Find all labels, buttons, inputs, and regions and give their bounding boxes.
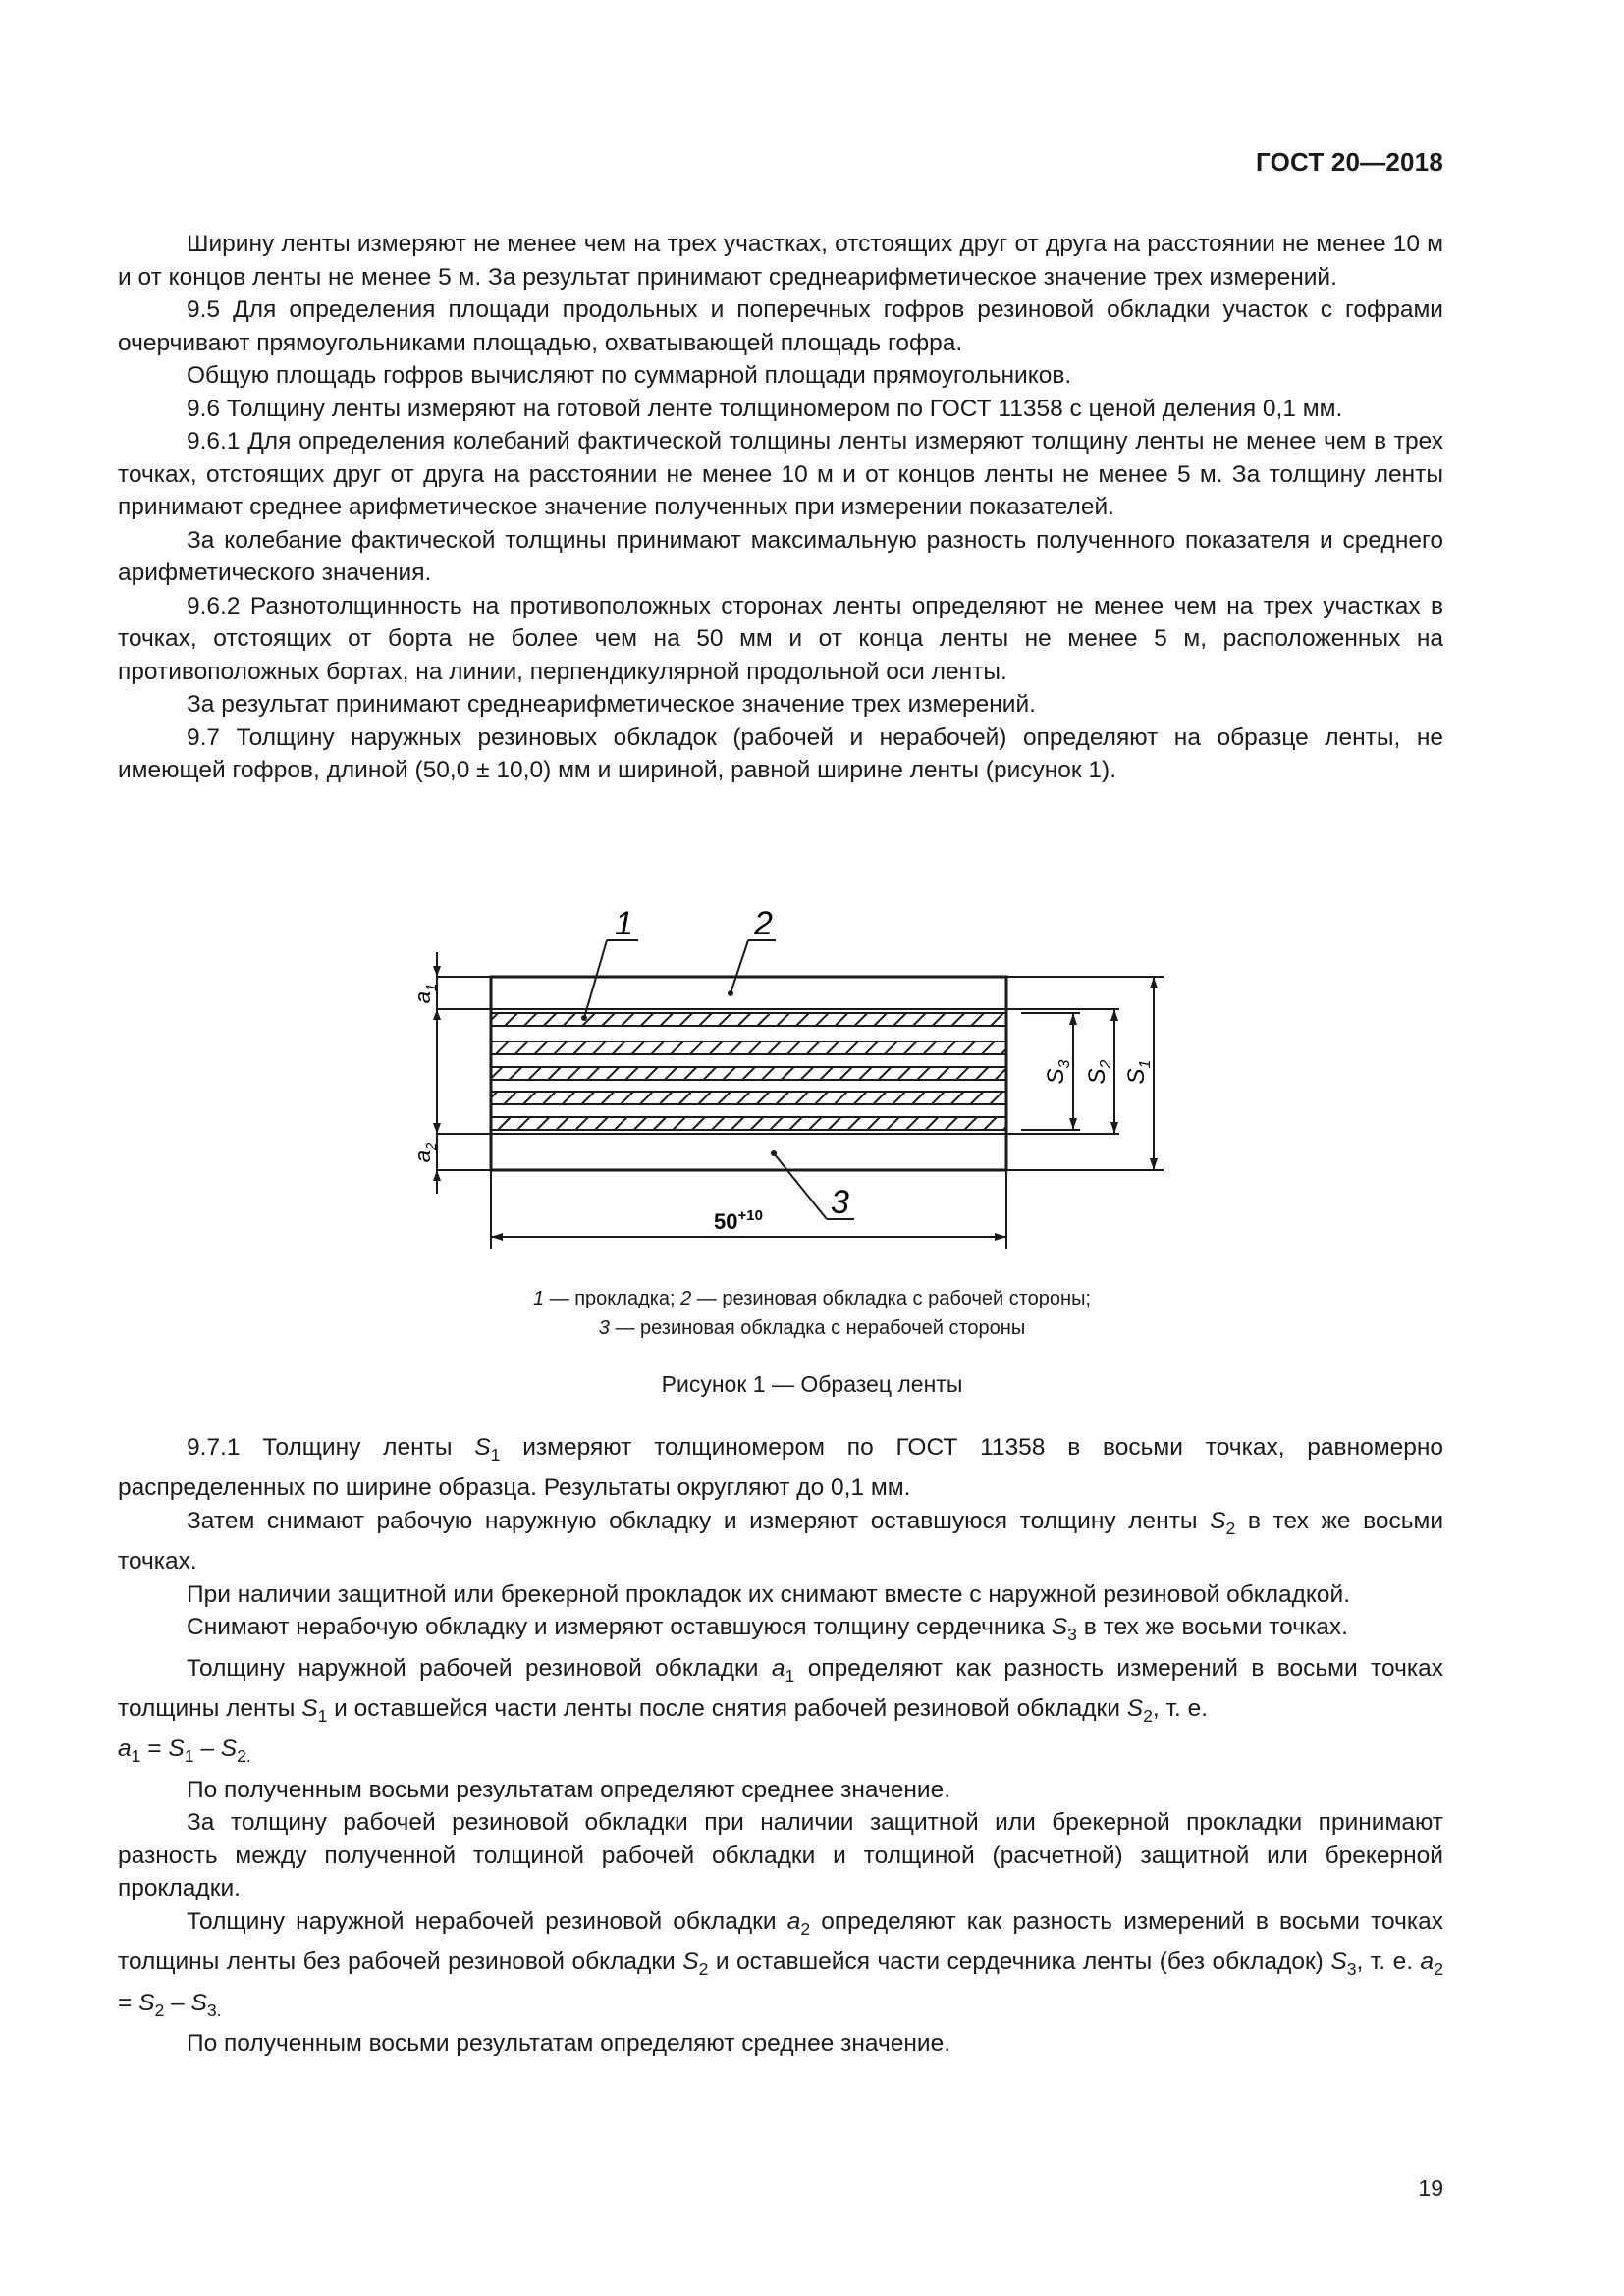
- ply-layers: [491, 1013, 1006, 1130]
- callout-2: 2: [754, 905, 773, 942]
- paragraph: По полученным восьми результатам определяют среднее значение.: [187, 2030, 951, 2057]
- left-dimensions: [437, 952, 491, 1194]
- paragraph: Затем снимают рабочую наружную обкладку и измеряют оставшуюся толщину ленты $S_2$ в тех же восьми точках.: [118, 1507, 1444, 1575]
- paragraph: Толщину наружной нерабочей резиновой обкладки $a_2$ определяют как разность измерений в восьми точках толщины ленты без рабочей резиновой обкладки $S_2$ и оставшейся части сердечника ленты (без обкладок) $S_3$, т. е. $a_2 = S_2 - S_{3.}$: [118, 1907, 1443, 2020]
- paragraph: 9.7.1 Толщину ленты $S_1$ измеряют толщиномером по ГОСТ 11358 в восьми точках, равномерно распределенных по ширине образца. Результаты округляют до 0,1 мм.: [118, 1434, 1443, 1502]
- paragraph: 9.6.1 Для определения колебаний фактической толщины ленты измеряют толщину ленты не менее чем в трех точках, отстоящих друг от друга на расстоянии не менее 10 м и от концов ленты не менее 5 м. За толщину ленты принимают среднее арифметическое значение полученных при измерении показателей.: [118, 428, 1443, 520]
- dim-label-s3: [1043, 1059, 1073, 1084]
- callout-3: 3: [831, 1184, 849, 1221]
- paragraph: 9.5 Для определения площади продольных и поперечных гофров резиновой обкладки участок с гофрами очерчивают прямоугольниками площадью, охватывающей площадь гофра.: [118, 296, 1443, 356]
- paragraph: 9.6 Толщину ленты измеряют на готовой ленте толщиномером по ГОСТ 11358 с ценой деления 0,1 мм.: [187, 395, 1343, 422]
- svg-text:S1: $S_1$: [1123, 1059, 1154, 1085]
- paragraph: 9.7 Толщину наружных резиновых обкладок (рабочей и нерабочей) определяют на образце ленты, не имеющей гофров, длиной (50,0 ± 10,0) мм и шириной, равной ширине ленты (рисунок 1).: [118, 723, 1443, 783]
- dim-label-s1: [1123, 1060, 1154, 1085]
- paragraph: Ширину ленты измеряют не менее чем на трех участках, отстоящих друг от друга на расстоянии не менее 10 м и от концов ленты не менее 5 м. За результат принимают среднеарифметическое значение трех измерений.: [118, 231, 1443, 291]
- paragraph: По полученным восьми результатам определяют среднее значение.: [187, 1776, 951, 1803]
- dim-label-width: $50^{+10}$: [714, 1207, 763, 1234]
- page-number: 19: [1418, 2175, 1443, 2201]
- svg-text:S2: $S_2$: [1084, 1059, 1114, 1085]
- svg-text:a2: $a_2$: [410, 1142, 440, 1163]
- figure-legend-line-2: 3 — резиновая обкладка с нерабочей стороны: [598, 1317, 1026, 1339]
- dim-label-a1: [410, 984, 440, 1004]
- text-block-top: [118, 228, 1443, 787]
- dim-label-a2: [410, 1142, 440, 1162]
- document-header: ГОСТ 20—2018: [1255, 147, 1443, 177]
- dim-label-s2: [1084, 1059, 1114, 1084]
- paragraph: За колебание фактической толщины принимают максимальную разность полученного показателя и среднего арифметического значения.: [118, 526, 1443, 586]
- belt-sample-figure: [393, 903, 1198, 1276]
- paragraph: 9.6.2 Разнотолщинность на противоположных сторонах ленты определяют не менее чем на трех участках в точках, отстоящих от борта не более чем на 50 мм и от конца ленты не менее 5 м, расположенных на противоположных бортах, на линии, перпендикулярной продольной оси ленты.: [118, 592, 1443, 685]
- paragraph: При наличии защитной или брекерной прокладок их снимают вместе с наружной резиновой обкладкой.: [187, 1580, 1351, 1608]
- paragraph: Толщину наружной рабочей резиновой обкладки $a_1$ определяют как разность измерений в восьми точках толщины ленты $S_1$ и оставшейся части ленты после снятия рабочей резиновой обкладки $S_2$, т. е. $a_1 = S_1 - S_{2.}$: [118, 1654, 1443, 1767]
- paragraph: Общую площадь гофров вычисляют по суммарной площади прямоугольников.: [187, 362, 1072, 389]
- callout-1: 1: [615, 905, 633, 942]
- text-block-bottom: [118, 1431, 1443, 2060]
- figure-legend-line-1: 1 — прокладка; 2 — резиновая обкладка с рабочей стороны;: [532, 1288, 1092, 1309]
- svg-text:S3: $S_3$: [1043, 1059, 1073, 1085]
- svg-text:a1: $a_1$: [410, 983, 440, 1004]
- paragraph: За толщину рабочей резиновой обкладки при наличии защитной или брекерной прокладки принимают разность между полученной толщиной рабочей обкладки и толщиной (расчетной) защитной или брекерной прокладки.: [118, 1809, 1443, 1902]
- paragraph: За результат принимают среднеарифметическое значение трех измерений.: [187, 691, 1036, 718]
- figure-title: Рисунок 1 — Образец ленты: [661, 1371, 963, 1397]
- belt-sample-diagram: [393, 903, 1198, 1276]
- paragraph: Снимают нерабочую обкладку и измеряют оставшуюся толщину сердечника $S_3$ в тех же восьми точках.: [187, 1614, 1348, 1645]
